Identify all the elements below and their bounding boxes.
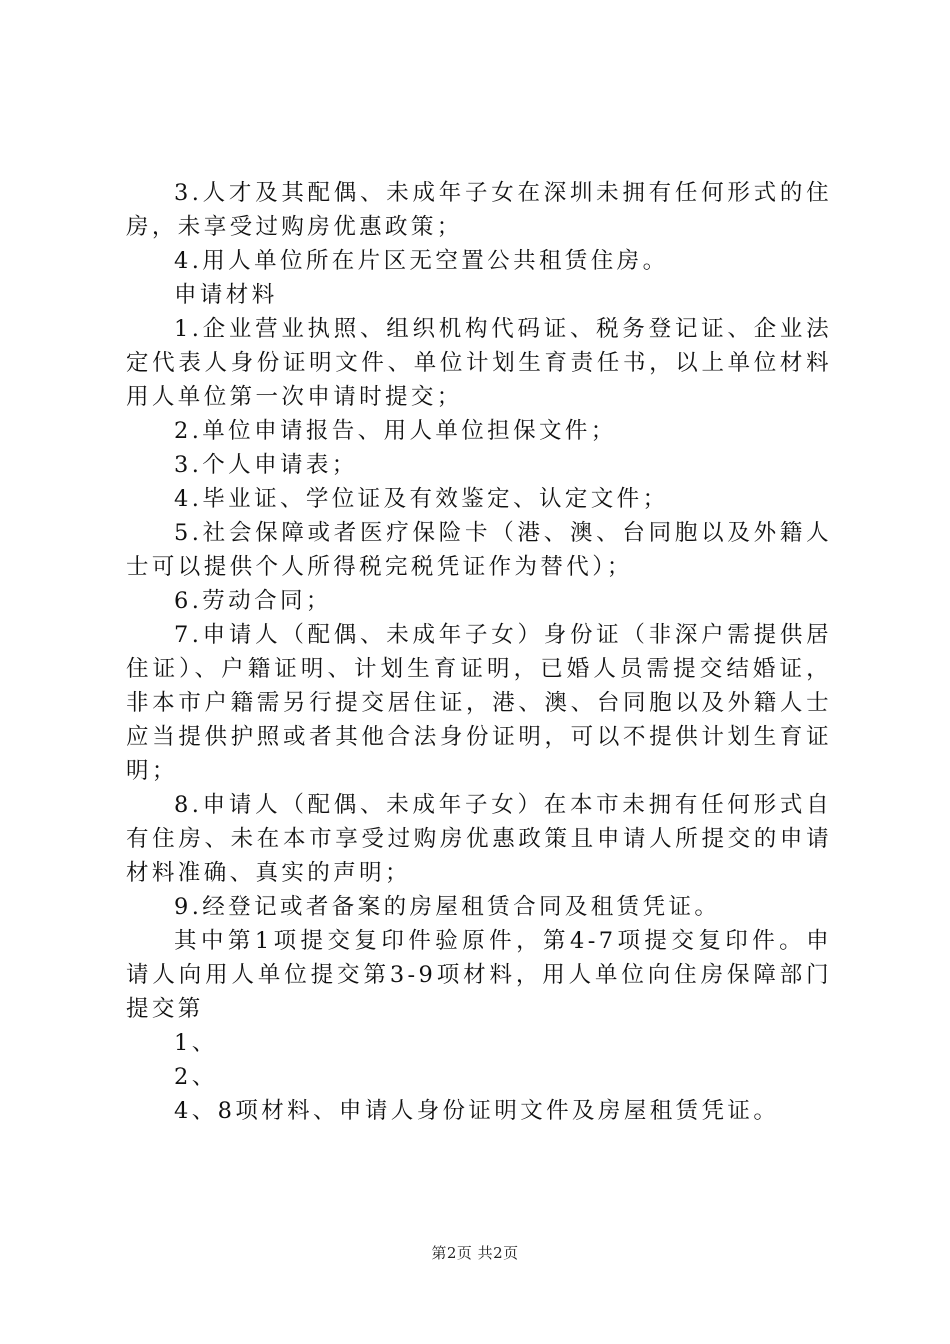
paragraph-line: 6.劳动合同； <box>174 588 332 614</box>
paragraph-line: 其中第1项提交复印件验原件，第4-7项提交复印件。申 <box>174 928 832 954</box>
paragraph-line: 用人单位第一次申请时提交； <box>126 384 463 410</box>
paragraph-line: 有住房、未在本市享受过购房优惠政策且申请人所提交的申请 <box>126 826 832 852</box>
section-heading: 申请材料 <box>174 282 278 308</box>
paragraph-line: 7.申请人（配偶、未成年子女）身份证（非深户需提供居 <box>174 622 832 648</box>
document-body <box>126 176 832 1128</box>
paragraph-line: 2、 <box>174 1064 218 1090</box>
paragraph-line: 4、8项材料、申请人身份证明文件及房屋租赁凭证。 <box>174 1098 780 1124</box>
page-footer: 第2页 共2页 <box>431 1244 519 1262</box>
paragraph-line: 非本市户籍需另行提交居住证，港、澳、台同胞以及外籍人士 <box>126 690 832 716</box>
paragraph-line: 应当提供护照或者其他合法身份证明，可以不提供计划生育证 <box>126 724 832 750</box>
paragraph-line: 3.人才及其配偶、未成年子女在深圳未拥有任何形式的住 <box>174 180 832 206</box>
paragraph-line: 9.经登记或者备案的房屋租赁合同及租赁凭证。 <box>174 894 721 920</box>
paragraph-line: 请人向用人单位提交第3-9项材料，用人单位向住房保障部门 <box>126 962 832 988</box>
paragraph-line: 8.申请人（配偶、未成年子女）在本市未拥有任何形式自 <box>174 792 832 818</box>
paragraph-line: 4.用人单位所在片区无空置公共租赁住房。 <box>174 248 669 274</box>
paragraph-line: 5.社会保障或者医疗保险卡（港、澳、台同胞以及外籍人 <box>174 520 832 546</box>
paragraph-line: 明； <box>126 758 178 784</box>
paragraph-line: 住证）、户籍证明、计划生育证明，已婚人员需提交结婚证， <box>126 656 832 682</box>
paragraph-line: 3.个人申请表； <box>174 452 358 478</box>
paragraph-line: 4.毕业证、学位证及有效鉴定、认定文件； <box>174 486 669 512</box>
paragraph-line: 士可以提供个人所得税完税凭证作为替代）； <box>126 554 633 580</box>
paragraph-line: 2.单位申请报告、用人单位担保文件； <box>174 418 617 444</box>
paragraph-line: 提交第 <box>126 996 204 1022</box>
paragraph-line: 材料准确、真实的声明； <box>126 860 411 886</box>
paragraph-line: 1、 <box>174 1030 218 1056</box>
paragraph-line: 1.企业营业执照、组织机构代码证、税务登记证、企业法 <box>174 316 832 342</box>
paragraph-line: 房，未享受过购房优惠政策； <box>126 214 463 240</box>
paragraph-line: 定代表人身份证明文件、单位计划生育责任书，以上单位材料 <box>126 350 832 376</box>
